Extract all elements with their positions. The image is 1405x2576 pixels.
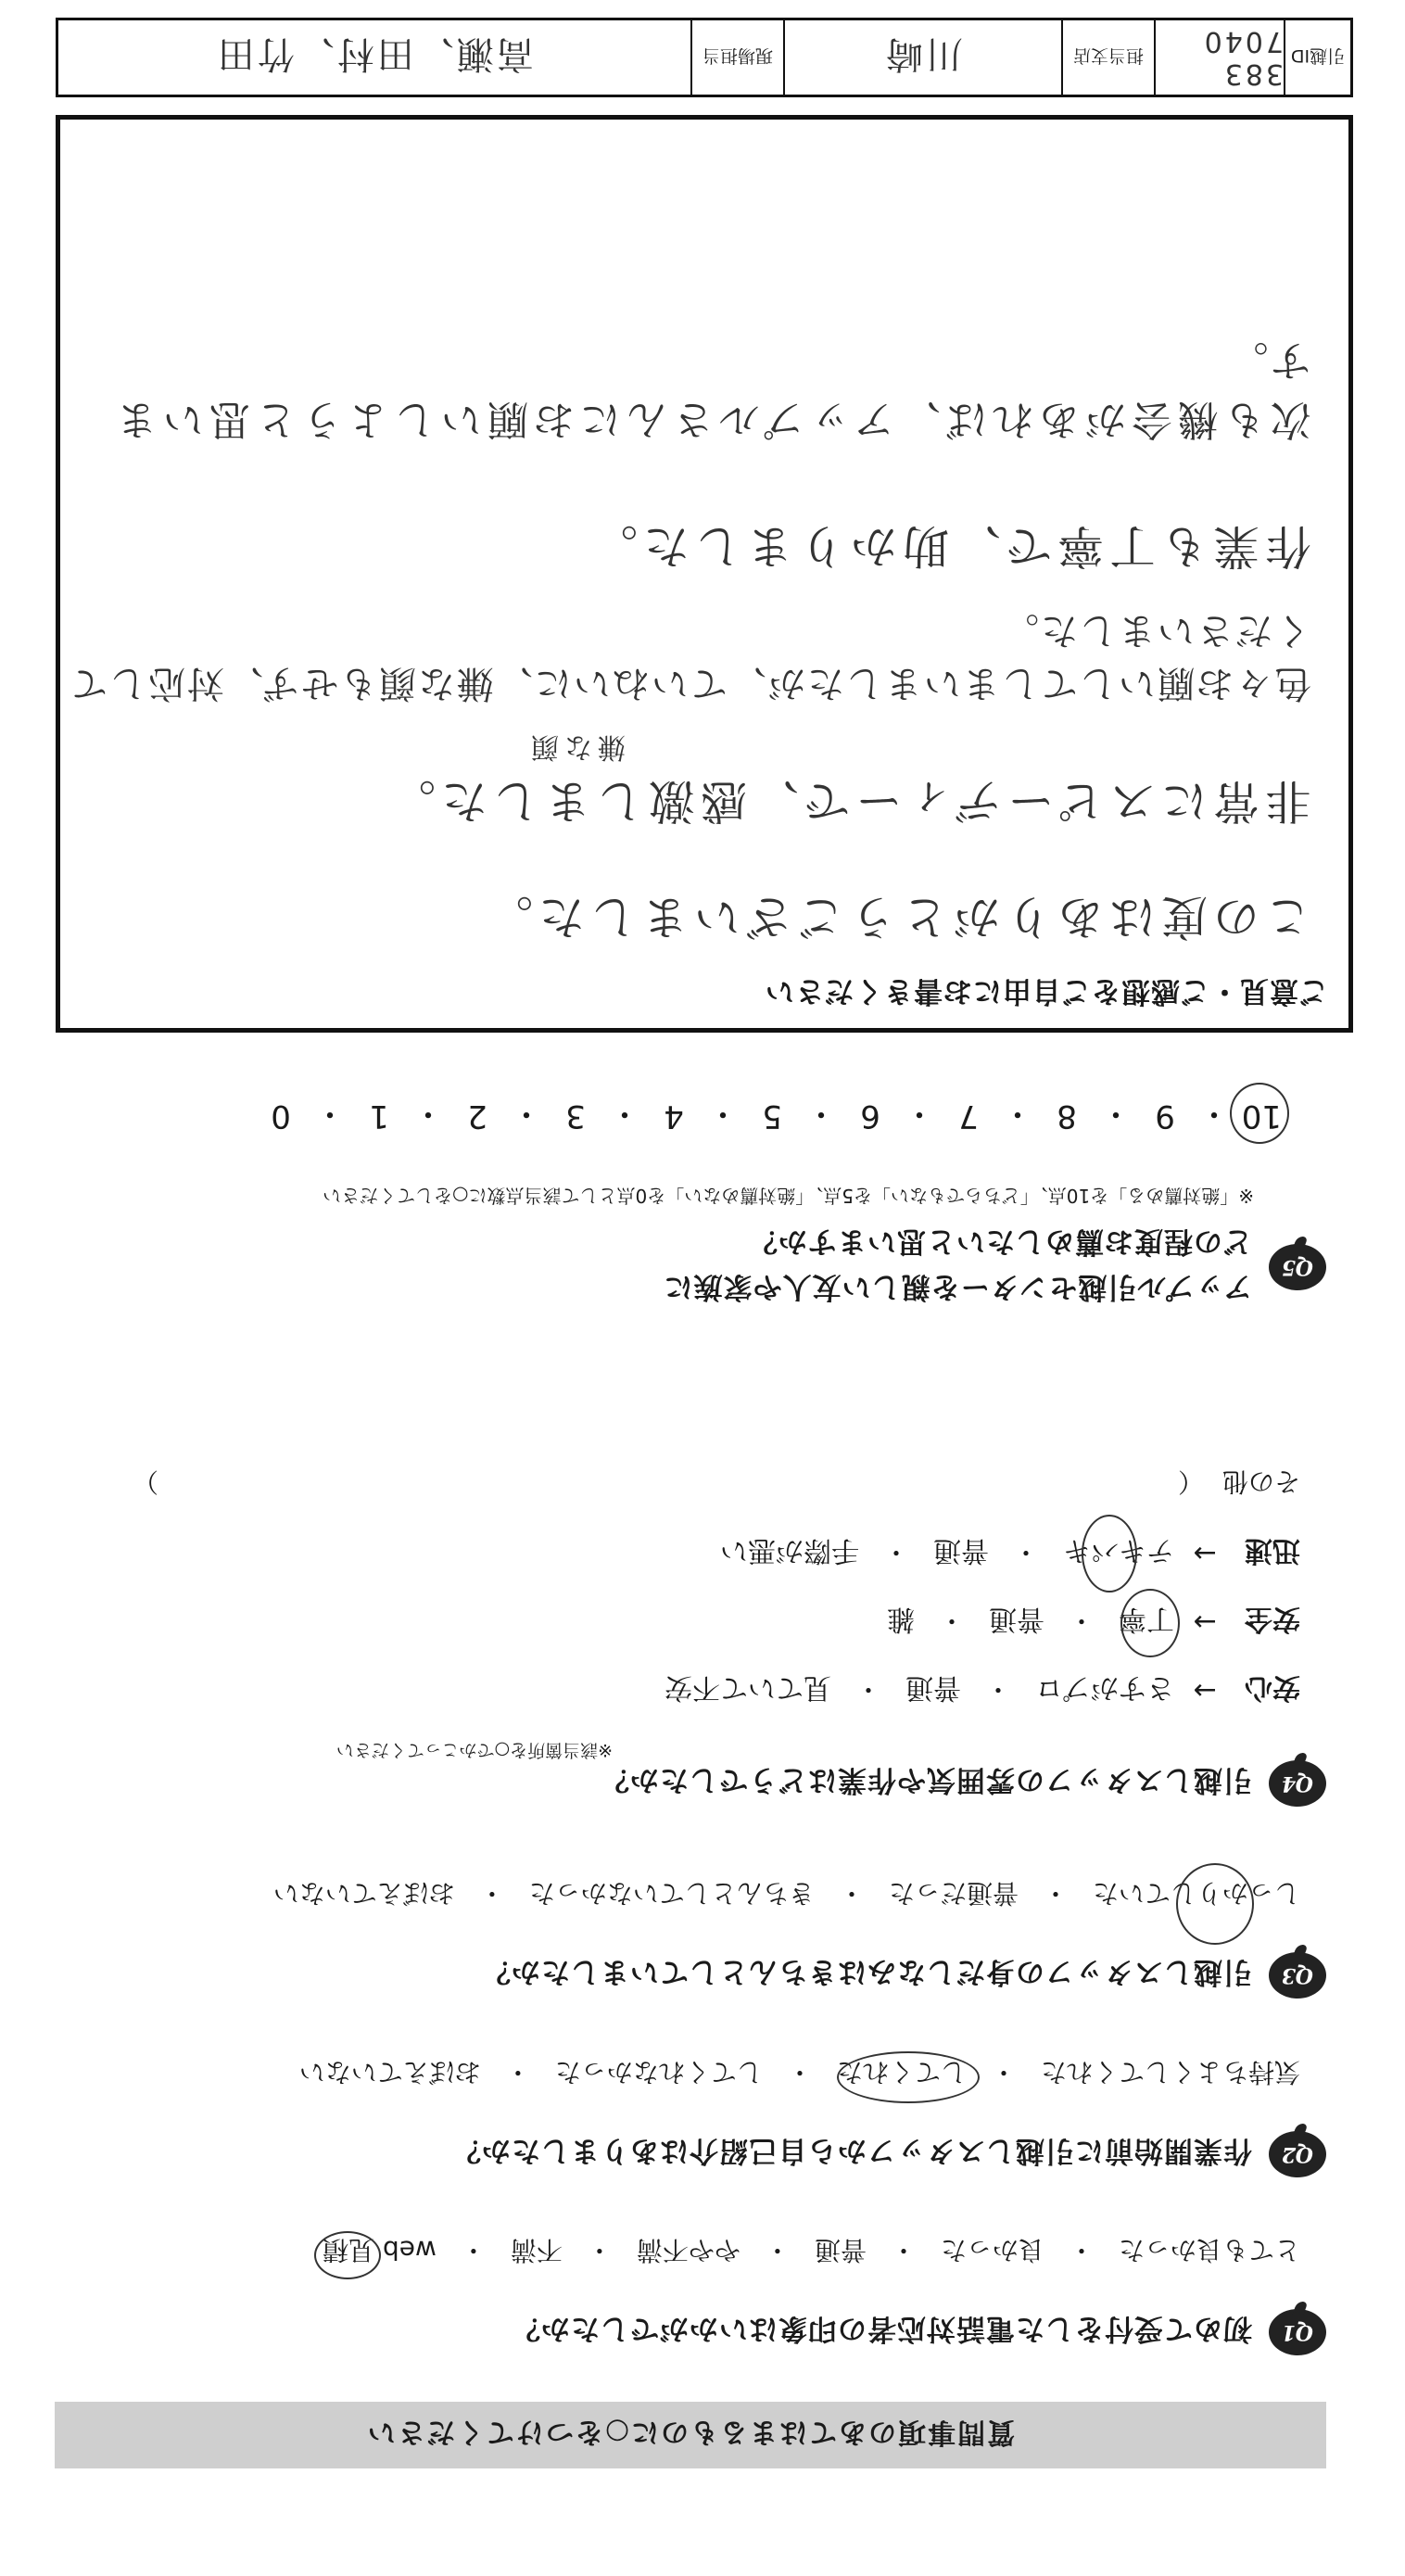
comment-box[interactable] — [56, 115, 1353, 1033]
q4-option[interactable]: 普通 — [932, 1534, 989, 1567]
comment-line: この度はありがとうございました。 — [481, 890, 1311, 944]
q4-option[interactable]: 普通 — [905, 1671, 961, 1704]
staff-value-cell[interactable]: 高瀬、田村、竹田 — [215, 32, 534, 76]
q2-text: 作業開始前に引越しスタッフから自己紹介はありましたか？ — [451, 2134, 1252, 2168]
id-label-cell: 引越ID — [1284, 20, 1350, 95]
q1-option-selected[interactable]: web 見積 — [323, 2233, 437, 2270]
id-value-cell[interactable]: 383 7040 — [1154, 20, 1284, 95]
q1-badge: Q1 — [1269, 2309, 1326, 2355]
scale-option[interactable]: 4 — [664, 1098, 684, 1136]
comment-line: 次も機会があれば、アップルさんにお願いしようと思います。 — [110, 336, 1311, 443]
q5-text-line2: どの程度お薦めしたいと思いますか？ — [748, 1225, 1252, 1258]
comment-line: 色々お願いしてしまいましたが、ていねいに、嫌な顔もせず、対応してくださいました。 — [69, 609, 1311, 704]
q2-options: 気持ちよくしてくれた ・ してくれた ・ してくれなかった ・ おぼえていない — [55, 2055, 1300, 2092]
q4-row-jinsoku: 迅速 → テキパキ ・ 普通 ・ 手際が悪い — [55, 1533, 1300, 1574]
question-3 — [55, 1876, 1326, 1999]
q1-option[interactable]: 良かった — [940, 2235, 1044, 2265]
question-4 — [55, 1465, 1326, 1807]
selection-circle — [837, 2051, 980, 2103]
q3-text: 引越しスタッフの身だしなみはきちんとしていましたか？ — [481, 1955, 1252, 1989]
q4-option[interactable]: さすがプロ — [1035, 1671, 1174, 1704]
scale-option[interactable]: 5 — [762, 1098, 782, 1136]
q4-category: 安心 — [1245, 1671, 1300, 1704]
q4-category: 迅速 — [1245, 1534, 1300, 1567]
staff-label-cell: 現場担当 — [690, 20, 783, 95]
q4-option[interactable]: 手際が悪い — [719, 1534, 859, 1567]
q4-note: ※該当箇所を○でかこってください — [335, 1740, 613, 1760]
q4-category: 安全 — [1245, 1603, 1300, 1635]
q2-option[interactable]: おぼえていない — [298, 2057, 481, 2087]
q4-other: その他 （ ） — [55, 1465, 1300, 1502]
q5-badge: Q5 — [1269, 1244, 1326, 1290]
q4-other-field[interactable] — [158, 1465, 1178, 1502]
q4-badge: Q4 — [1269, 1760, 1326, 1807]
comment-line: 作業も丁寧で、助かりました。 — [586, 519, 1311, 573]
instruction-banner — [55, 2402, 1326, 2468]
q4-row-anshin: 安心 → さすがプロ ・ 普通 ・ 見ていて不安 — [55, 1670, 1300, 1711]
scale-option[interactable]: 6 — [860, 1098, 880, 1136]
q1-option[interactable]: 普通 — [814, 2235, 867, 2265]
q3-option[interactable]: おぼえていない — [272, 1878, 455, 1909]
arrow-icon: → — [1193, 1605, 1217, 1639]
branch-value-cell[interactable]: 川崎 — [783, 20, 1061, 95]
q1-options: とても良かった ・ 良かった ・ 普通 ・ やや不満 ・ 不満 ・ web 見積 — [55, 2233, 1300, 2270]
q4-option[interactable]: 雑 — [886, 1603, 915, 1635]
q2-option[interactable]: してくれなかった — [554, 2057, 763, 2087]
q4-option[interactable]: 普通 — [988, 1603, 1044, 1635]
q1-option[interactable]: とても良かった — [1118, 2235, 1300, 2265]
q4-option-selected[interactable]: 丁寧 — [1119, 1602, 1174, 1643]
q3-badge: Q3 — [1269, 1952, 1326, 1999]
comment-line: 非常にスピーディーで、感激しました。 — [384, 774, 1311, 828]
q5-note: ※「絶対薦める」を10点、「どちらでもない」を5点、「絶対薦めない」を0点として該当点数に○をしてください — [323, 1185, 1254, 1207]
scale-option[interactable]: 9 — [1155, 1098, 1175, 1136]
q1-option[interactable]: やや不満 — [636, 2235, 740, 2265]
q5-scale: 10 ・ 9 ・ 8 ・ 7 ・ 6 ・ 5 ・ 4 ・ 3 ・ 2 ・ 1 ・ 0 — [55, 1094, 1282, 1139]
question-2 — [55, 2055, 1326, 2177]
question-5 — [55, 1094, 1326, 1311]
selection-circle — [1176, 1863, 1254, 1945]
scale-option[interactable]: 8 — [1057, 1098, 1077, 1136]
q1-text: 初めて受付をした電話対応者の印象はいかがでしたか？ — [511, 2312, 1252, 2346]
q4-row-anzen: 安全 → 丁寧 ・ 普通 ・ 雑 — [55, 1602, 1300, 1643]
q3-option[interactable]: 普通だった — [888, 1878, 1019, 1909]
selection-circle — [1230, 1084, 1289, 1145]
scale-option[interactable]: 7 — [958, 1098, 979, 1136]
selection-circle — [314, 2231, 381, 2279]
q3-option-selected[interactable]: しっかりしていた — [1093, 1876, 1300, 1913]
q2-option-selected[interactable]: してくれた — [837, 2055, 967, 2092]
comment-insert-mark: 嫌な顔 — [525, 730, 626, 763]
q5-text-line1: アップル引越センターを親しい友人や家族に — [663, 1270, 1252, 1303]
question-1 — [55, 2233, 1326, 2355]
q3-options: しっかりしていた ・ 普通だった ・ きちんとしていなかった ・ おぼえていない — [55, 1876, 1300, 1913]
scale-option-selected[interactable]: 10 — [1245, 1098, 1282, 1136]
q4-option[interactable]: 見ていて不安 — [664, 1671, 831, 1704]
arrow-icon: → — [1193, 1674, 1217, 1707]
comment-title: ご意見・ご感想をご自由にお書きください — [765, 974, 1328, 1008]
instruction-text: 質問事項のあてはまるものに○をつけてください — [365, 2416, 1016, 2448]
selection-circle — [1082, 1515, 1137, 1593]
scale-option[interactable]: 0 — [271, 1098, 291, 1136]
scale-option[interactable]: 2 — [467, 1098, 487, 1136]
scale-option[interactable]: 3 — [565, 1098, 586, 1136]
q4-option-selected[interactable]: テキパキ — [1063, 1533, 1174, 1574]
q4-text: 引越しスタッフの雰囲気や作業はどうでしたか？ — [600, 1763, 1252, 1797]
q4-other-label: その他 — [1221, 1466, 1300, 1497]
scale-option[interactable]: 1 — [369, 1098, 389, 1136]
info-table — [56, 18, 1353, 97]
q3-option[interactable]: きちんとしていなかった — [528, 1878, 815, 1909]
q2-option[interactable]: 気持ちよくしてくれた — [1040, 2057, 1300, 2087]
arrow-icon: → — [1193, 1537, 1217, 1570]
selection-circle — [1120, 1589, 1180, 1657]
q2-badge: Q2 — [1269, 2131, 1326, 2177]
q1-option[interactable]: 不満 — [510, 2235, 563, 2265]
branch-label-cell: 担当支店 — [1061, 20, 1154, 95]
